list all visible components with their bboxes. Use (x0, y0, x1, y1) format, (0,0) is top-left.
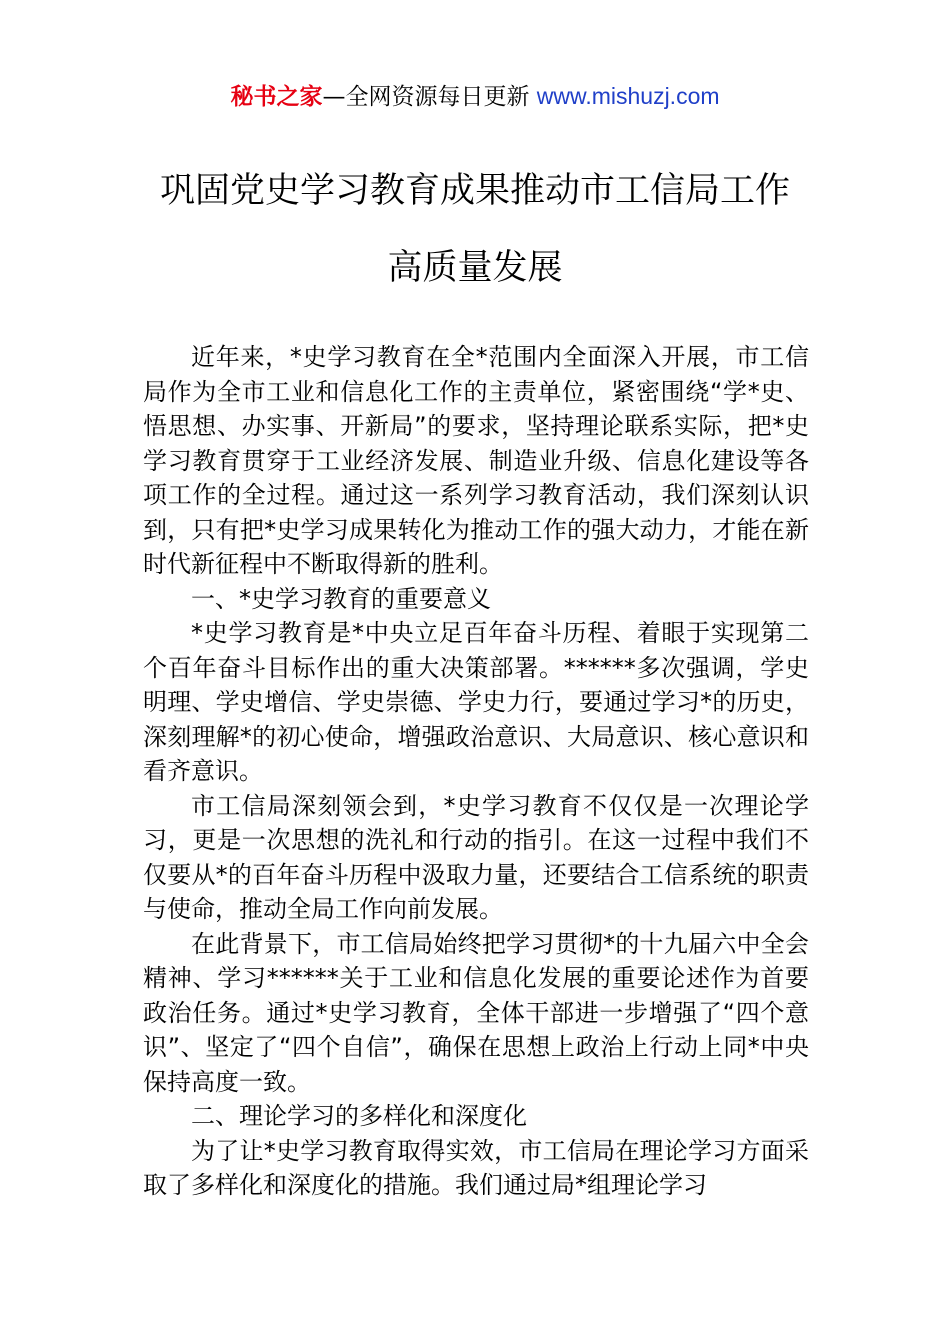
site-url-link[interactable]: www.mishuzj.com (536, 83, 720, 109)
document-title-line-2: 高质量发展 (387, 248, 563, 288)
site-tagline: —全网资源每日更新 (322, 84, 537, 110)
paragraph: *史学习教育是*中央立足百年奋斗历程、着眼于实现第二个百年奋斗目标作出的重大决策部署。******多次强调，学史明理、学史增信、学史崇德、学史力行，要通过学习*的历史，深刻理解*的初心使命，增强政治意识、大局意识、核心意识和看齐意识。 (143, 619, 809, 785)
paragraph: 为了让*史学习教育取得实效，市工信局在理论学习方面采取了多样化和深度化的措施。我们通过局*组理论学习 (143, 1136, 809, 1199)
paragraph: 市工信局深刻领会到，*史学习教育不仅仅是一次理论学习，更是一次思想的洗礼和行动的指引。在这一过程中我们不仅要从*的百年奋斗历程中汲取力量，还要结合工信系统的职责与使命，推动全局工作向前发展。 (143, 791, 809, 923)
section-heading-2: 二、理论学习的多样化和深度化 (191, 1102, 527, 1130)
document-body (143, 340, 809, 1203)
section-heading-1: 一、*史学习教育的重要意义 (191, 584, 491, 613)
site-brand: 秘书之家 (230, 84, 323, 110)
document-title-line-1: 巩固党史学习教育成果推动市工信局工作 (159, 171, 790, 211)
site-header (0, 78, 950, 115)
paragraph-intro: 近年来，*史学习教育在全*范围内全面深入开展，市工信局作为全市工业和信息化工作的主责单位，紧密围绕“学*史、悟思想、办实事、开新局”的要求，坚持理论联系实际，把*史学习教育贯穿于工业经济发展、制造业升级、信息化建设等各项工作的全过程。通过这一系列学习教育活动，我们深刻认识到，只有把*史学习成果转化为推动工作的强大动力，才能在新时代新征程中不断取得新的胜利。 (143, 343, 809, 578)
paragraph: 在此背景下，市工信局始终把学习贯彻*的十九届六中全会精神、学习******关于工业和信息化发展的重要论述作为首要政治任务。通过*史学习教育，全体干部进一步增强了“四个意识”、坚定了“四个自信”，确保在思想上政治上行动上同*中央保持高度一致。 (143, 929, 809, 1096)
